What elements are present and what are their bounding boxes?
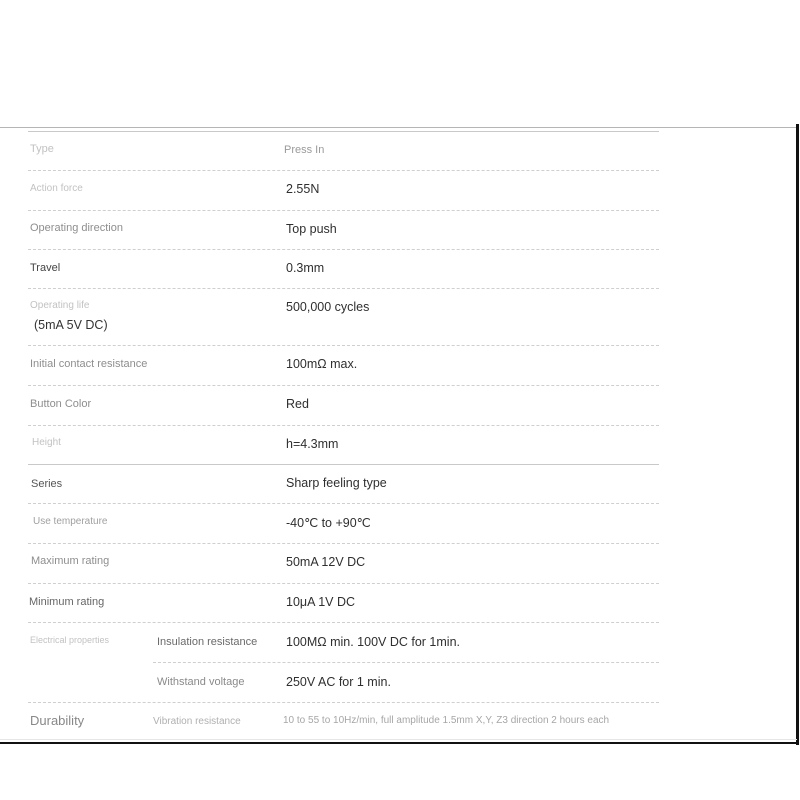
row-divider: [28, 503, 659, 504]
initial-contact-resistance-value: 100mΩ max.: [286, 357, 358, 371]
insulation-resistance-value: 100MΩ min. 100V DC for 1min.: [286, 635, 460, 649]
electrical-properties-label: Electrical properties: [30, 635, 110, 645]
operating-life-value: 500,000 cycles: [286, 300, 370, 314]
withstand-voltage-value: 250V AC for 1 min.: [286, 675, 391, 689]
action-force-label: Action force: [30, 183, 83, 194]
initial-contact-resistance-label: Initial contact resistance: [30, 358, 148, 370]
row-divider: [28, 288, 659, 289]
use-temperature-label: Use temperature: [33, 516, 108, 527]
travel-value: 0.3mm: [286, 261, 325, 275]
section-divider: [28, 464, 659, 465]
series-label: Series: [31, 478, 63, 490]
button-color-label: Button Color: [30, 398, 92, 410]
height-value: h=4.3mm: [286, 437, 339, 451]
row-divider: [28, 170, 659, 171]
table-top-divider: [28, 131, 659, 132]
row-divider: [28, 425, 659, 426]
row-divider: [28, 702, 659, 703]
row-divider: [28, 543, 659, 544]
row-divider: [153, 662, 659, 663]
vibration-resistance-value: 10 to 55 to 10Hz/min, full amplitude 1.5mm X,Y, Z3 direction 2 hours each: [283, 715, 610, 726]
row-divider: [28, 249, 659, 250]
row-divider: [28, 210, 659, 211]
row-divider: [28, 385, 659, 386]
maximum-rating-label: Maximum rating: [31, 555, 110, 567]
travel-label: Travel: [30, 262, 61, 274]
type-value: Press In: [284, 144, 325, 156]
maximum-rating-value: 50mA 12V DC: [286, 555, 366, 569]
withstand-voltage-label: Withstand voltage: [157, 676, 245, 688]
durability-label: Durability: [30, 713, 85, 728]
type-label: Type: [30, 143, 54, 155]
button-color-value: Red: [286, 397, 309, 411]
series-value: Sharp feeling type: [286, 476, 387, 490]
height-label: Height: [32, 437, 61, 448]
row-divider: [28, 622, 659, 623]
use-temperature-value: -40℃ to +90℃: [286, 516, 371, 530]
operating-direction-value: Top push: [286, 222, 337, 236]
minimum-rating-label: Minimum rating: [29, 596, 105, 608]
row-divider: [28, 583, 659, 584]
vibration-resistance-label: Vibration resistance: [153, 716, 241, 727]
minimum-rating-value: 10μA 1V DC: [286, 595, 356, 609]
operating-direction-label: Operating direction: [30, 222, 123, 234]
operating-life-sublabel: (5mA 5V DC): [34, 318, 108, 332]
operating-life-label: Operating life: [30, 300, 90, 311]
insulation-resistance-label: Insulation resistance: [157, 636, 258, 648]
action-force-value: 2.55N: [286, 182, 320, 196]
row-divider: [28, 345, 659, 346]
